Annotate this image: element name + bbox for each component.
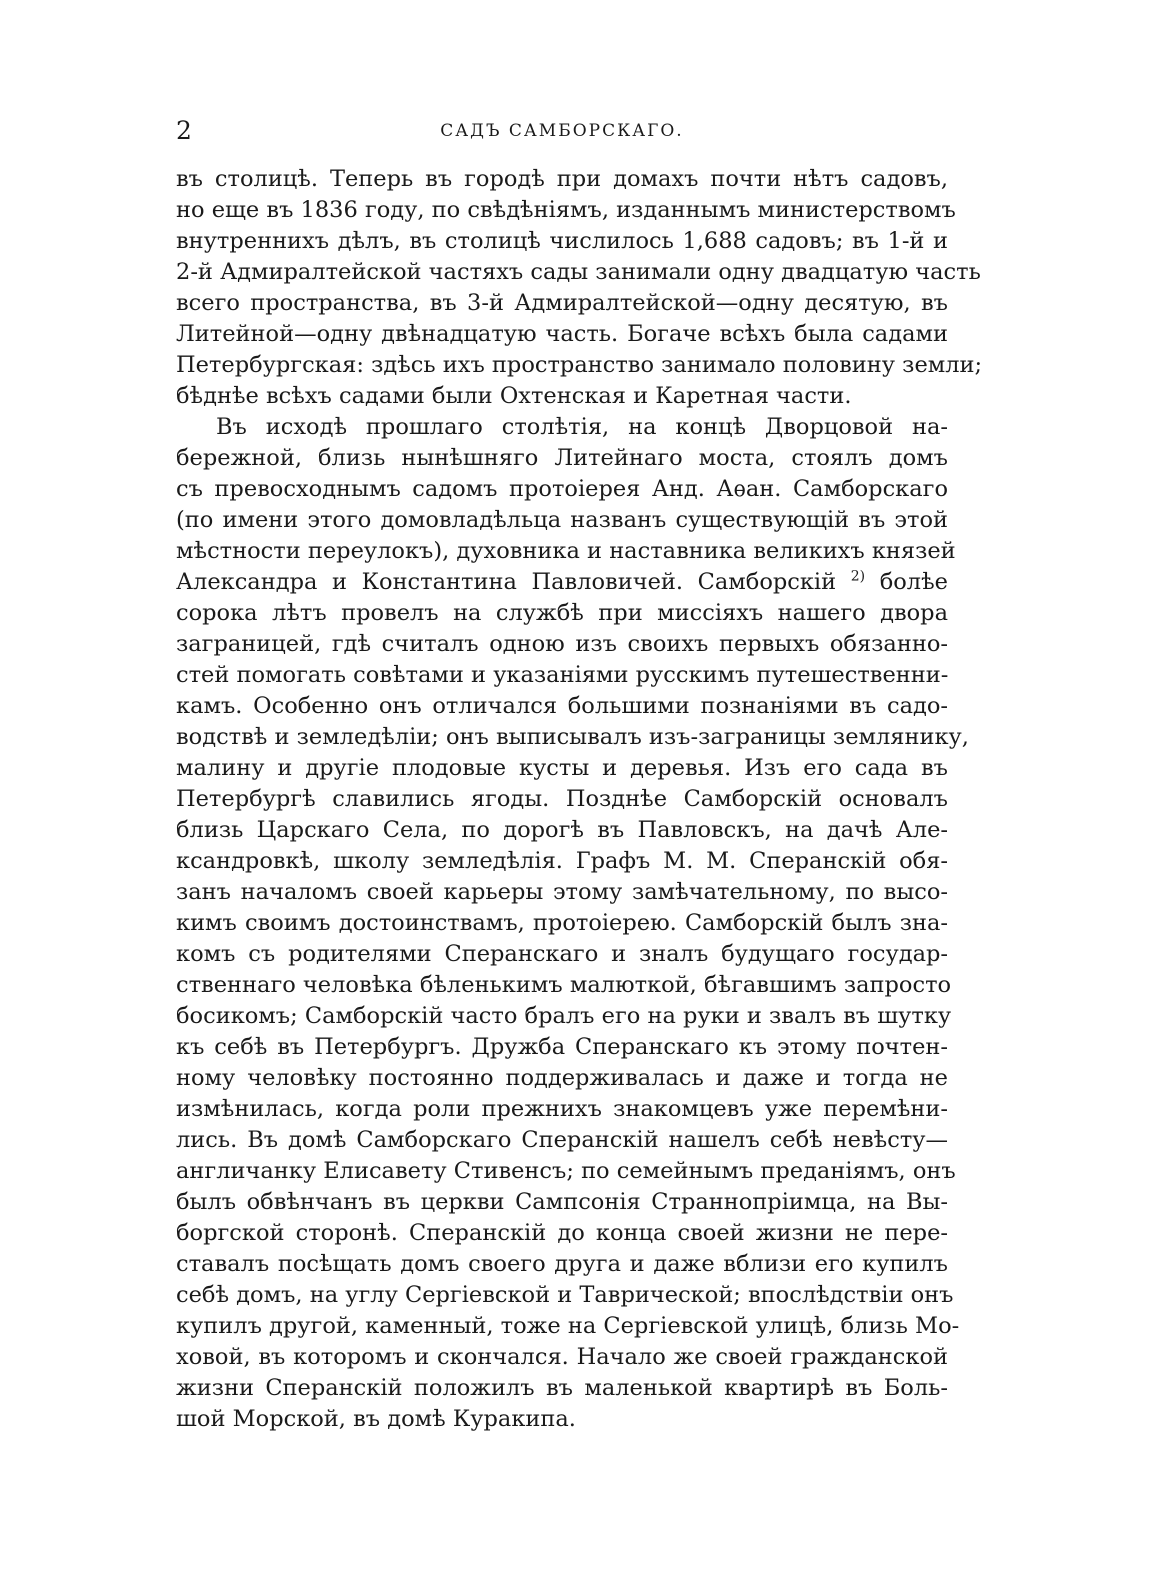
- text-line: англичанку Елисавету Стивенсъ; по семейнымъ преданіямъ, онъ: [176, 1158, 956, 1184]
- text-line: сорока лѣтъ провелъ на службѣ при миссіяхъ нашего двора: [176, 600, 948, 626]
- text-line: комъ съ родителями Сперанскаго и зналъ будущаго государ-: [176, 941, 948, 967]
- text-line: ставалъ посѣщать домъ своего друга и даже вблизи его купилъ: [176, 1251, 948, 1277]
- text-line: водствѣ и земледѣліи; онъ выписывалъ изъ-заграницы землянику,: [176, 724, 969, 750]
- line-text: Александра и Константина Павловичей. Самборскій: [176, 569, 837, 595]
- text-line-with-footnote: [176, 567, 948, 598]
- text-line: ховой, въ которомъ и скончался. Начало же своей гражданской: [176, 1344, 948, 1370]
- text-line: лись. Въ домѣ Самборскаго Сперанскій нашелъ себѣ невѣсту—: [176, 1127, 948, 1153]
- text-line: купилъ другой, каменный, тоже на Сергіевской улицѣ, близь Мо-: [176, 1313, 960, 1339]
- text-line: но еще въ 1836 году, по свѣдѣніямъ, изданнымъ министерствомъ: [176, 197, 956, 223]
- page-number: 2: [176, 116, 192, 145]
- body-text: [176, 164, 983, 1435]
- page-header: [176, 116, 948, 146]
- text-line: былъ обвѣнчанъ въ церкви Сампсонія Страннопріимца, на Вы-: [176, 1189, 948, 1215]
- text-line: малину и другіе плодовые кусты и деревья. Изъ его сада въ: [176, 755, 948, 781]
- text-line: (по имени этого домовладѣльца названъ существующій въ этой: [176, 507, 948, 533]
- text-line: внутреннихъ дѣлъ, въ столицѣ числилось 1,688 садовъ; въ 1-й и: [176, 228, 948, 254]
- text-line: занъ началомъ своей карьеры этому замѣчательному, по высо-: [176, 879, 948, 905]
- text-line: заграницей, гдѣ считалъ одною изъ своихъ первыхъ обязанно-: [176, 631, 948, 657]
- text-line: ному человѣку постоянно поддерживалась и даже и тогда не: [176, 1065, 948, 1091]
- text-line: къ себѣ въ Петербургъ. Дружба Сперанскаго къ этому почтен-: [176, 1034, 948, 1060]
- text-line: Литейной—одну двѣнадцатую часть. Богаче всѣхъ была садами: [176, 321, 948, 347]
- text-line: въ столицѣ. Теперь въ городѣ при домахъ почти нѣтъ садовъ,: [176, 166, 948, 192]
- text-line: жизни Сперанскій положилъ въ маленькой квартирѣ въ Боль-: [176, 1375, 948, 1401]
- text-line: всего пространства, въ 3-й Адмиралтейской—одну десятую, въ: [176, 290, 948, 316]
- text-line: кимъ своимъ достоинствамъ, протоіерею. Самборскій былъ зна-: [176, 910, 948, 936]
- text-line: мѣстности переулокъ), духовника и наставника великихъ князей: [176, 538, 956, 564]
- text-line: стей помогать совѣтами и указаніями русскимъ путешественни-: [176, 662, 949, 688]
- text-line: Петербургѣ славились ягоды. Позднѣе Самборскій основалъ: [176, 786, 948, 812]
- text-line: себѣ домъ, на углу Сергіевской и Таврической; впослѣдствіи онъ: [176, 1282, 954, 1308]
- text-line: Петербургская: здѣсь ихъ пространство занимало половину земли;: [176, 352, 983, 378]
- text-line: измѣнилась, когда роли прежнихъ знакомцевъ уже перемѣни-: [176, 1096, 948, 1122]
- text-line: ственнаго человѣка бѣленькимъ малюткой, бѣгавшимъ запросто: [176, 972, 952, 998]
- text-line: Въ исходѣ прошлаго столѣтія, на концѣ Дворцовой на-: [216, 414, 948, 440]
- text-line: босикомъ; Самборскій часто бралъ его на руки и звалъ въ шутку: [176, 1003, 952, 1029]
- text-line: близь Царскаго Села, по дорогѣ въ Павловскъ, на дачѣ Але-: [176, 817, 948, 843]
- text-line: бережной, близь нынѣшняго Литейнаго моста, стоялъ домъ: [176, 445, 948, 471]
- text-line: камъ. Особенно онъ отличался большими познаніями въ садо-: [176, 693, 948, 719]
- text-line: 2-й Адмиралтейской частяхъ сады занимали одну двадцатую часть: [176, 259, 981, 285]
- footnote-reference: 2): [850, 568, 866, 585]
- text-line: съ превосходнымъ садомъ протоіерея Анд. Аѳан. Самборскаго: [176, 476, 948, 502]
- text-line: боргской сторонѣ. Сперанскій до конца своей жизни не пере-: [176, 1220, 948, 1246]
- text-line: ксандровкѣ, школу земледѣлія. Графъ М. М. Сперанскій обя-: [176, 848, 948, 874]
- line-tail: болѣе: [879, 569, 948, 595]
- running-title: САДЪ САМБОРСКАГО.: [440, 121, 684, 141]
- text-line: бѣднѣе всѣхъ садами были Охтенская и Каретная части.: [176, 383, 852, 409]
- text-line: шой Морской, въ домѣ Куракипа.: [176, 1406, 576, 1432]
